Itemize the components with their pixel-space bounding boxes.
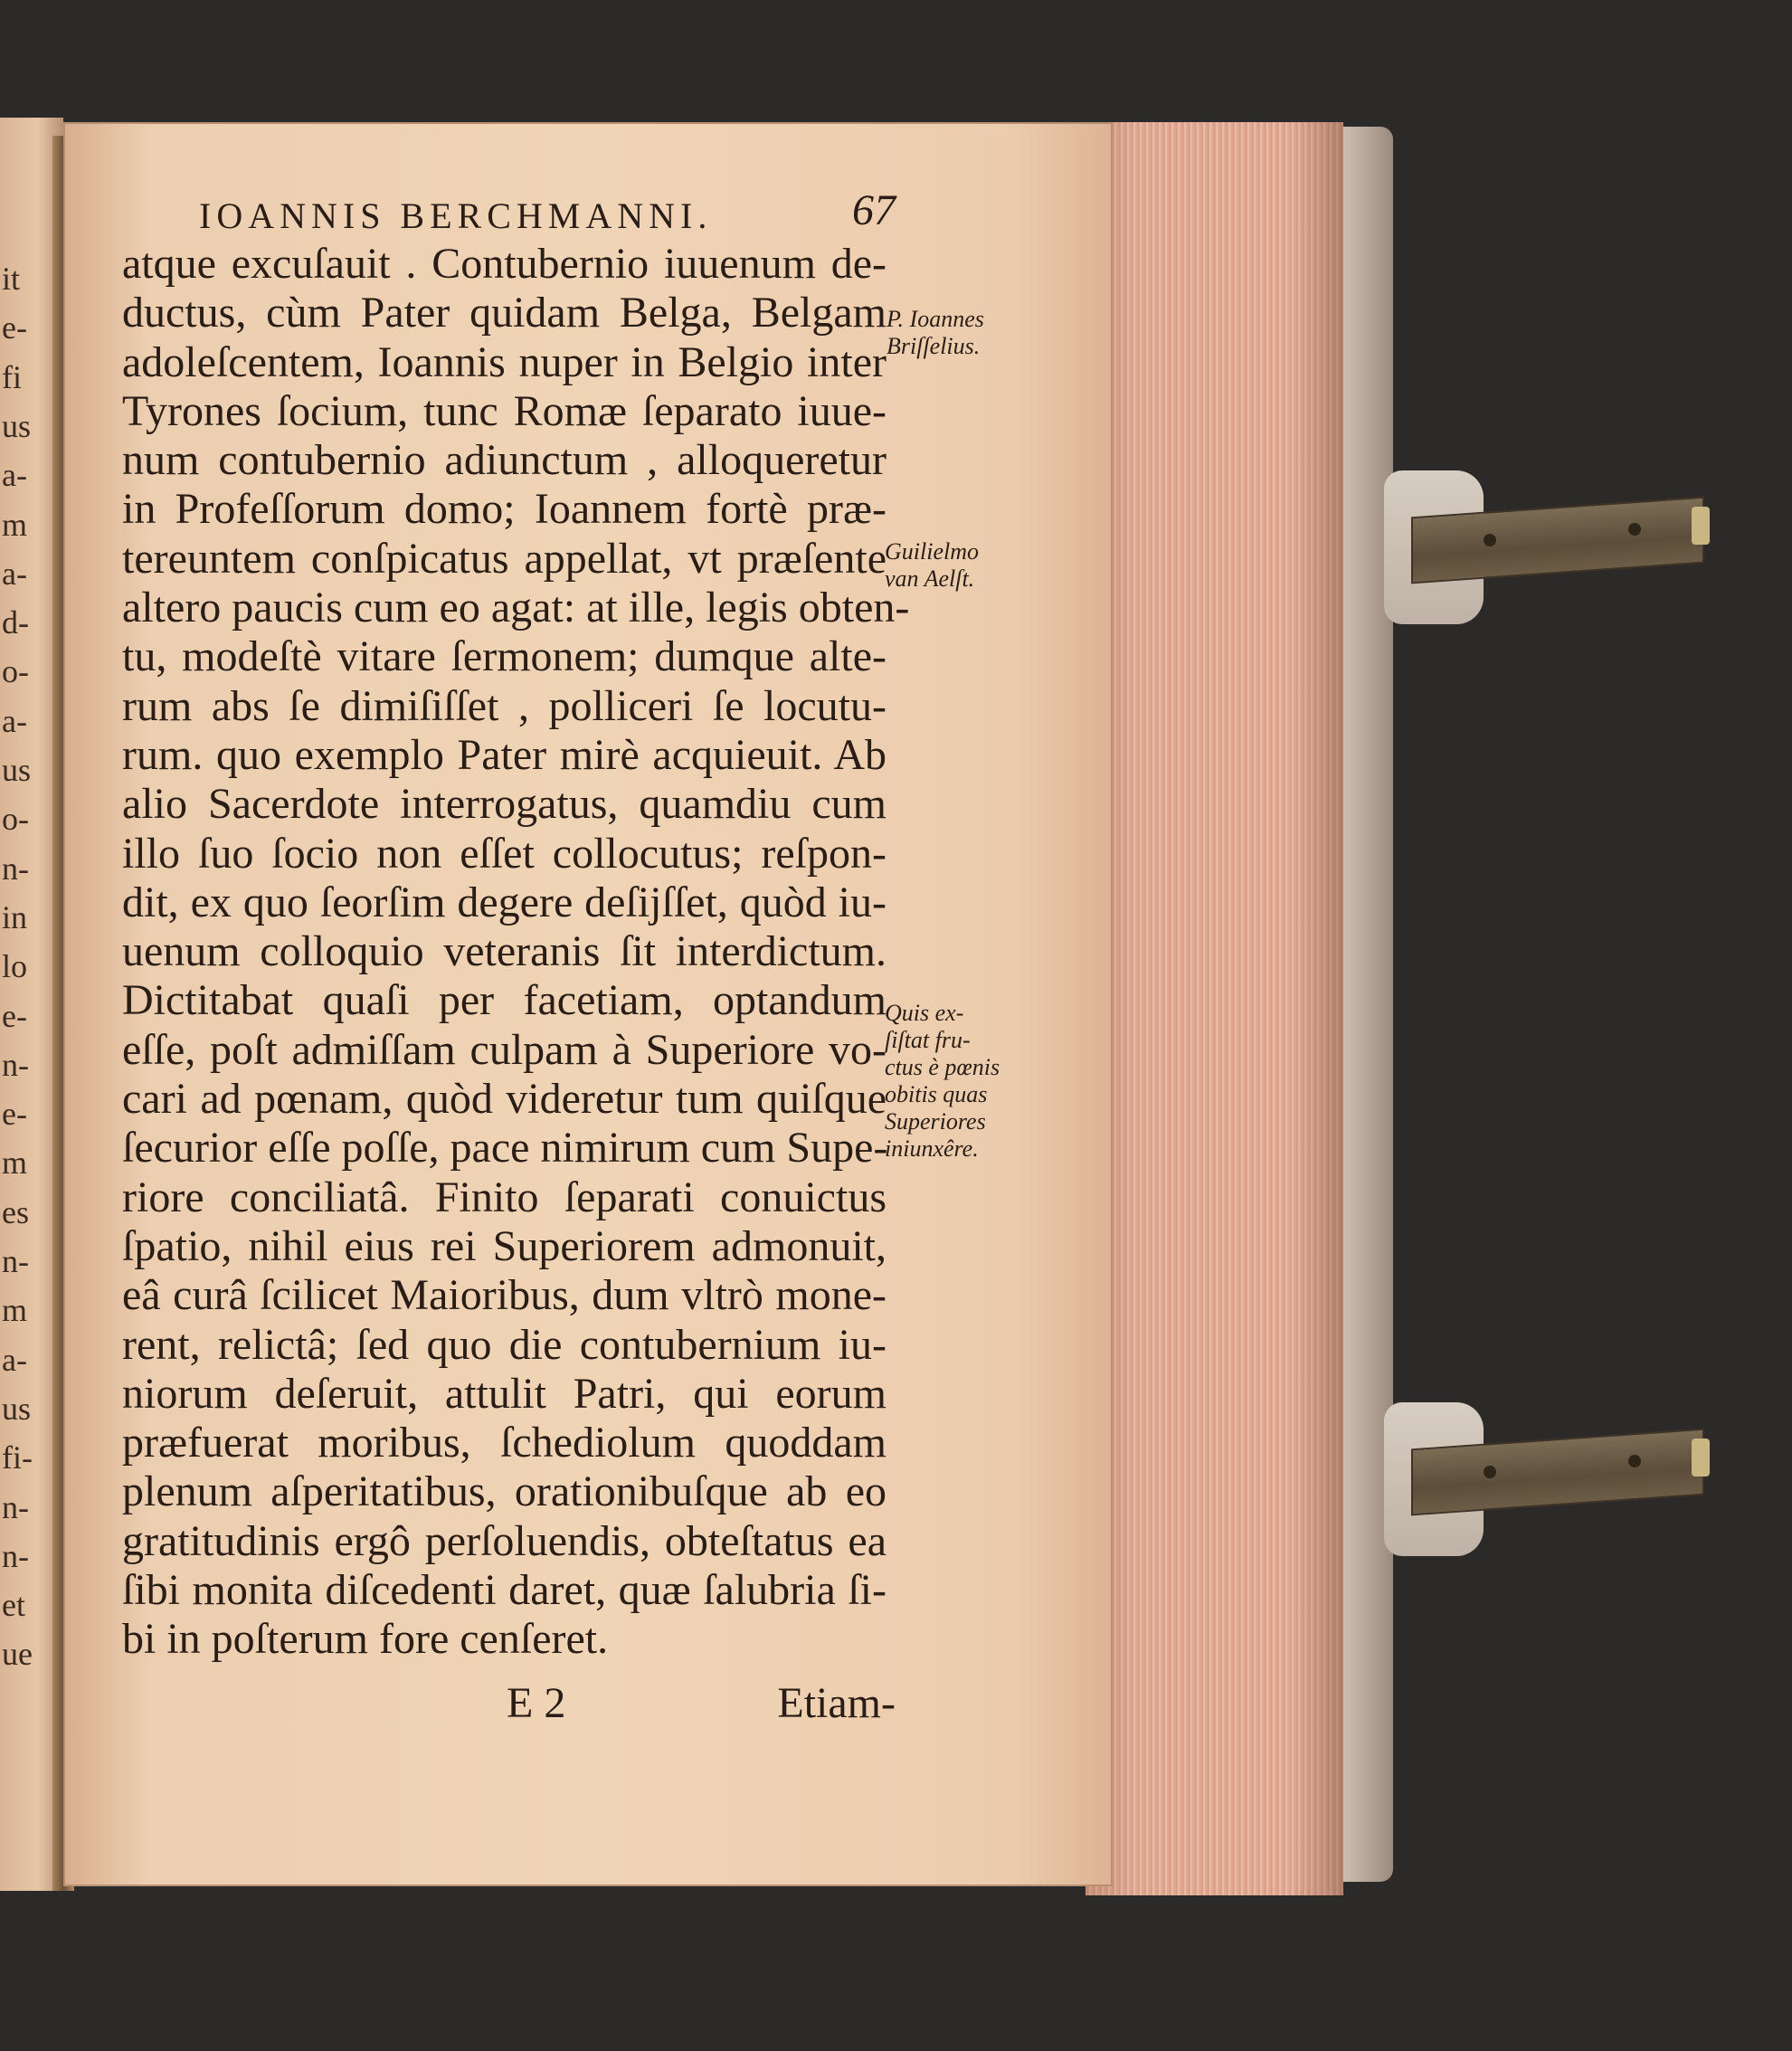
margin-note: [885, 1000, 1000, 1163]
left-page-fragment: lo: [2, 948, 28, 985]
margin-note-line: ctus è pœnis: [885, 1054, 1000, 1080]
left-page-fragment: a-: [2, 555, 27, 592]
text-line: ſpatio, nihil eius rei Superiorem admonuit,: [122, 1221, 887, 1270]
left-page-fragment: a-: [2, 457, 27, 494]
text-line: cari ad pœnam, quòd videretur tum quiſque: [122, 1075, 887, 1124]
signature-mark: E 2: [507, 1679, 566, 1727]
text-line: altero paucis cum eo agat: at ille, legis obten-: [122, 584, 910, 632]
left-page-fragment: n-: [2, 1488, 29, 1525]
left-page-fragment: e-: [2, 997, 27, 1034]
rivet-icon: [1628, 1455, 1641, 1467]
left-page-fragment: in: [2, 898, 28, 935]
body-text: [122, 240, 910, 1665]
text-line: tereuntem conſpicatus appellat, vt præſente: [122, 534, 887, 583]
clasp-hook: [1692, 507, 1710, 545]
text-line: Tyrones ſocium, tunc Romæ ſeparato iuue-: [122, 386, 887, 435]
text-line: præfuerat moribus, ſchediolum quoddam: [122, 1419, 887, 1467]
left-page-fragment: fi: [2, 358, 22, 395]
left-page-fragment: us: [2, 407, 32, 444]
margin-note-line: Quis ex-: [885, 1000, 964, 1026]
left-page-fragment: d-: [2, 604, 29, 641]
running-title: IOANNIS BERCHMANNI.: [199, 195, 713, 236]
left-page-fragment: et: [2, 1587, 25, 1624]
text-line: uenum colloquio veteranis ſit interdictum.: [122, 927, 887, 976]
margin-note-line: Superiores: [885, 1108, 986, 1135]
left-page-fragment: o-: [2, 801, 29, 838]
left-page-fragment: us: [2, 752, 32, 788]
margin-note-line: Guilielmo: [885, 538, 979, 565]
left-page-fragment: n-: [2, 1243, 29, 1279]
text-line: gratitudinis ergô perſoluendis, obteſtatus ea: [122, 1516, 887, 1565]
page-footer: [118, 1678, 896, 1733]
margin-note: [887, 306, 984, 360]
left-page-fragment: ue: [2, 1636, 33, 1673]
rivet-icon: [1484, 1466, 1496, 1478]
text-line: niorum deſeruit, attulit Patri, qui eorum: [122, 1369, 887, 1418]
left-page-fragment: e-: [2, 1096, 27, 1133]
left-page-fragment: us: [2, 1390, 32, 1427]
text-line: plenum aſperitatibus, orationibuſque ab eo: [122, 1467, 887, 1516]
text-line: in Profeſſorum domo; Ioannem fortè præ-: [122, 485, 887, 534]
left-page-fragment: a-: [2, 702, 27, 739]
margin-note: [885, 538, 979, 593]
left-page-fragment: n-: [2, 1537, 29, 1574]
left-page-fragment: m: [2, 1292, 28, 1329]
text-line: riore conciliatâ. Finito ſeparati conuictus: [122, 1173, 887, 1221]
rivet-icon: [1628, 523, 1641, 536]
running-head: [199, 185, 896, 240]
fore-edge-shading: [1086, 122, 1343, 1895]
text-line: ductus, cùm Pater quidam Belga, Belgam: [122, 289, 887, 337]
margin-note-line: obitis quas: [885, 1081, 988, 1107]
left-page-fragment: n-: [2, 1046, 29, 1083]
left-page-fragment: m: [2, 1144, 28, 1182]
margin-note-line: ſiſtat fru-: [885, 1027, 971, 1053]
text-line: illo ſuo ſocio non eſſet collocutus; reſpon-: [122, 829, 887, 878]
left-page-fragment: it: [2, 261, 21, 297]
margin-note-line: van Aelſt.: [885, 565, 975, 592]
margin-note-line: iniunxêre.: [885, 1135, 979, 1162]
text-line: eâ curâ ſcilicet Maioribus, dum vltrò mone-: [122, 1271, 887, 1320]
left-page-fragment: o-: [2, 653, 29, 690]
left-page-fragment: a-: [2, 1341, 27, 1378]
text-line: bi in poſterum fore cenſeret.: [122, 1615, 609, 1664]
text-line: dit, ex quo ſeorſim degere deſijſſet, quòd iu-: [122, 878, 887, 926]
clasp-hook: [1692, 1439, 1710, 1477]
left-page-fragment: e-: [2, 309, 27, 347]
text-line: num contubernio adiunctum , alloqueretur: [122, 436, 887, 485]
text-line: atque excuſauit . Contubernio iuuenum de-: [122, 240, 887, 288]
margin-note-line: P. Ioannes: [887, 306, 984, 332]
left-page-fragment: es: [2, 1193, 29, 1230]
text-line: rent, relictâ; ſed quo die contubernium iu-: [122, 1320, 887, 1369]
text-line: rum. quo exemplo Pater mirè acquieuit. Ab: [122, 730, 887, 779]
left-page-fragment: n-: [2, 850, 29, 887]
text-line: ſecurior eſſe poſſe, pace nimirum cum Supe-: [122, 1124, 888, 1173]
text-line: eſſe, poſt admiſſam culpam à Superiore vo-: [122, 1025, 887, 1074]
text-line: alio Sacerdote interrogatus, quamdiu cum: [122, 780, 887, 829]
text-line: tu, modeſtè vitare ſermonem; dumque alte-: [122, 632, 887, 681]
text-line: ſibi monita diſcedenti daret, quæ ſalubria ſi-: [122, 1566, 887, 1615]
rivet-icon: [1484, 534, 1496, 546]
left-page-fragment: m: [2, 506, 28, 543]
page-number: 67: [852, 186, 896, 234]
left-page-fragment: fi-: [2, 1439, 33, 1477]
text-line: Dictitabat quaſi per facetiam, optandum: [122, 976, 887, 1025]
text-line: adoleſcentem, Ioannis nuper in Belgio inter: [122, 337, 887, 386]
margin-note-line: Briſſelius.: [887, 333, 981, 359]
text-line: rum abs ſe dimiſiſſet , polliceri ſe locutu-: [122, 681, 887, 730]
catchword: Etiam-: [777, 1679, 896, 1727]
